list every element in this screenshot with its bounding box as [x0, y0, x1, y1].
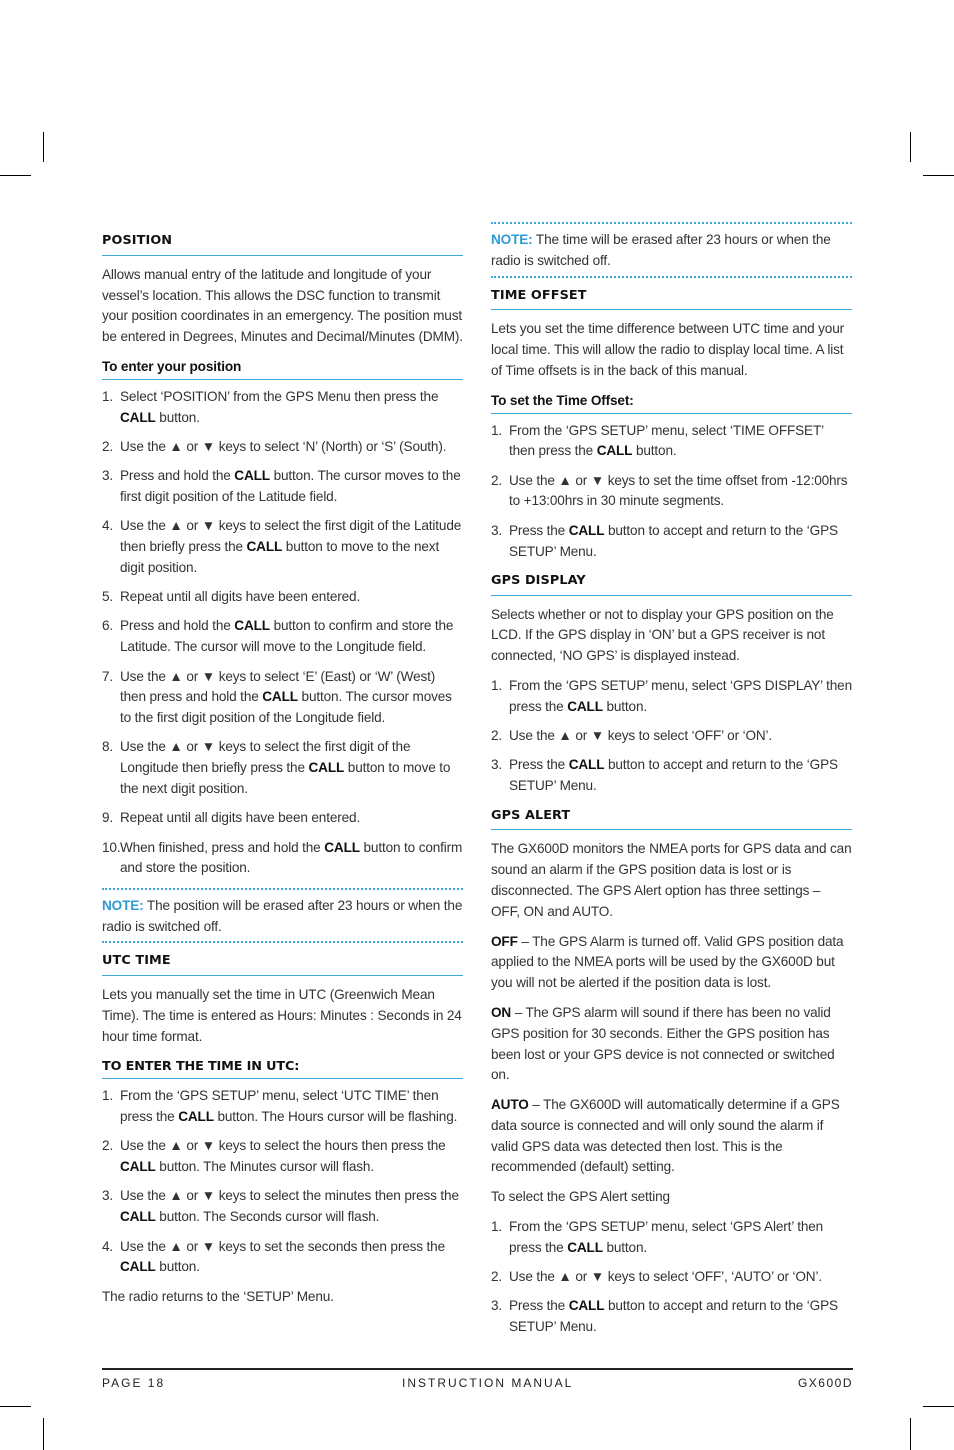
- note-text: The time will be erased after 23 hours or when the radio is switched off.: [491, 232, 831, 268]
- utc-steps: [102, 1086, 463, 1278]
- alert-steps: [491, 1217, 852, 1338]
- crop-mark: [0, 175, 31, 176]
- list-item: 4. Use the ▲ or ▼ keys to set the seconds then press the CALL button.: [102, 1238, 445, 1275]
- gps-display-intro: Selects whether or not to display your GPS position on the LCD. If the GPS display in ‘ON’ but a GPS receiver is not connected, ‘NO GPS’ is displayed instead.: [491, 606, 834, 664]
- utc-time-heading: UTC TIME: [102, 951, 463, 976]
- position-note: [102, 888, 463, 944]
- list-item: 8. Use the ▲ or ▼ keys to select the first digit of the Longitude then briefly press the CALL button to move to the next digit position.: [102, 739, 451, 797]
- alert-on-paragraph: ON – The GPS alarm will sound if there has been no valid GPS position for 30 seconds. Either the GPS position has been lost or your GPS device is not connected or switched on.: [491, 1004, 835, 1083]
- list-item: 2. Use the ▲ or ▼ keys to select ‘OFF’, ‘AUTO’ or ‘ON’.: [491, 1269, 822, 1285]
- utc-closing: The radio returns to the ‘SETUP’ Menu.: [102, 1288, 334, 1304]
- list-item: 3. Use the ▲ or ▼ keys to select the minutes then press the CALL button. The Seconds cursor will flash.: [102, 1188, 459, 1225]
- position-heading: POSITION: [102, 231, 463, 256]
- crop-mark: [43, 1418, 44, 1450]
- set-offset-subheading: To set the Time Offset:: [491, 391, 852, 414]
- gps-display-heading: GPS DISPLAY: [491, 571, 852, 596]
- list-item: 1. From the ‘GPS SETUP’ menu, select ‘GPS DISPLAY’ then press the CALL button.: [491, 678, 852, 714]
- note-label: NOTE:: [102, 897, 144, 913]
- list-item: 3. Press the CALL button to accept and return to the ‘GPS SETUP’ Menu.: [491, 1298, 838, 1335]
- crop-mark: [923, 1406, 954, 1407]
- crop-mark: [43, 132, 44, 162]
- list-item: 7. Use the ▲ or ▼ keys to select ‘E’ (East) or ‘W’ (West) then press and hold the CALL button. The cursor moves to the first digit position of the Longitude field.: [102, 668, 452, 726]
- list-item: 1. From the ‘GPS SETUP’ menu, select ‘TIME OFFSET’ then press the CALL button.: [491, 422, 824, 459]
- page-footer: [102, 1368, 853, 1390]
- list-item: 4. Use the ▲ or ▼ keys to select the first digit of the Latitude then briefly press the CALL button to move to the next digit position.: [102, 518, 462, 575]
- left-column: [102, 231, 463, 1316]
- utc-note: [491, 222, 852, 278]
- list-item: 2. Use the ▲ or ▼ keys to set the time offset from -12:00hrs to +13:00hrs in 30 minute segments.: [491, 472, 848, 509]
- list-item: 3. Press and hold the CALL button. The cursor moves to the first digit position of the Latitude field.: [102, 468, 461, 504]
- position-steps: [102, 387, 463, 879]
- crop-mark: [910, 1418, 911, 1450]
- time-offset-intro: Lets you set the time difference between UTC time and your local time. This will allow the radio to display local time. A list of Time offsets is in the back of this manual.: [491, 321, 844, 378]
- list-item: 3. Press the CALL button to accept and return to the ‘GPS SETUP’ Menu.: [491, 522, 838, 559]
- footer-model: GX600D: [797, 1376, 853, 1390]
- offset-steps: [491, 421, 852, 563]
- time-offset-heading: TIME OFFSET: [491, 286, 852, 311]
- list-item: 1. From the ‘GPS SETUP’ menu, select ‘GPS Alert’ then press the CALL button.: [491, 1219, 824, 1255]
- crop-mark: [0, 1406, 31, 1407]
- crop-mark: [910, 132, 911, 162]
- list-item: 1. Select ‘POSITION’ from the GPS Menu then press the CALL button.: [102, 388, 439, 425]
- list-item: 5. Repeat until all digits have been entered.: [102, 589, 361, 605]
- list-item: 2. Use the ▲ or ▼ keys to select ‘OFF’ or ‘ON’.: [491, 728, 773, 744]
- position-intro: Allows manual entry of the latitude and longitude of your vessel’s location. This allows the DSC function to transmit your position coordinates in an emergency. The position must be entered in Degrees, Minutes and Decimal/Minutes (DMM).: [102, 266, 463, 345]
- crop-mark: [923, 175, 954, 176]
- display-steps: [491, 676, 852, 797]
- list-item: 3. Press the CALL button to accept and return to the ‘GPS SETUP’ Menu.: [491, 757, 838, 794]
- list-item: 6. Press and hold the CALL button to confirm and store the Latitude. The cursor will move to the Longitude field.: [102, 618, 454, 655]
- page-number: PAGE 18: [102, 1376, 166, 1390]
- list-item: 1. From the ‘GPS SETUP’ menu, select ‘UTC TIME’ then press the CALL button. The Hours cursor will be flashing.: [102, 1088, 458, 1125]
- list-item: 2. Use the ▲ or ▼ keys to select the hours then press the CALL button. The Minutes cursor will flash.: [102, 1138, 446, 1175]
- list-item: 9. Repeat until all digits have been entered.: [102, 810, 361, 826]
- enter-position-subheading: To enter your position: [102, 357, 463, 380]
- list-item: 10. When finished, press and hold the CALL button to confirm and store the position.: [102, 839, 463, 876]
- alert-auto-paragraph: AUTO – The GX600D will automatically determine if a GPS data source is connected and will only sound the alarm if valid GPS data was detected then lost. This is the recommended (default) setting.: [491, 1097, 840, 1175]
- footer-title: INSTRUCTION MANUAL: [402, 1376, 574, 1390]
- alert-select-text: To select the GPS Alert setting: [491, 1189, 670, 1205]
- list-item: 2. Use the ▲ or ▼ keys to select ‘N’ (North) or ‘S’ (South).: [102, 438, 447, 454]
- right-column: [491, 222, 852, 1347]
- note-text: The position will be erased after 23 hours or when the radio is switched off.: [102, 897, 463, 934]
- utc-time-intro: Lets you manually set the time in UTC (Greenwich Mean Time). The time is entered as Hours: Minutes : Seconds in 24 hour time format.: [102, 987, 462, 1044]
- gps-alert-intro: The GX600D monitors the NMEA ports for GPS data and can sound an alarm if the GPS position data is lost or is disconnected. The GPS Alert option has three settings – OFF, ON and AUTO.: [491, 841, 852, 919]
- gps-alert-heading: GPS ALERT: [491, 806, 852, 831]
- enter-utc-subheading: TO ENTER THE TIME IN UTC:: [102, 1057, 463, 1080]
- alert-off-paragraph: OFF – The GPS Alarm is turned off. Valid GPS position data applied to the NMEA ports will be used by the GX600D but you will not be alerted if the position data is lost.: [491, 933, 844, 991]
- note-label: NOTE:: [491, 232, 533, 247]
